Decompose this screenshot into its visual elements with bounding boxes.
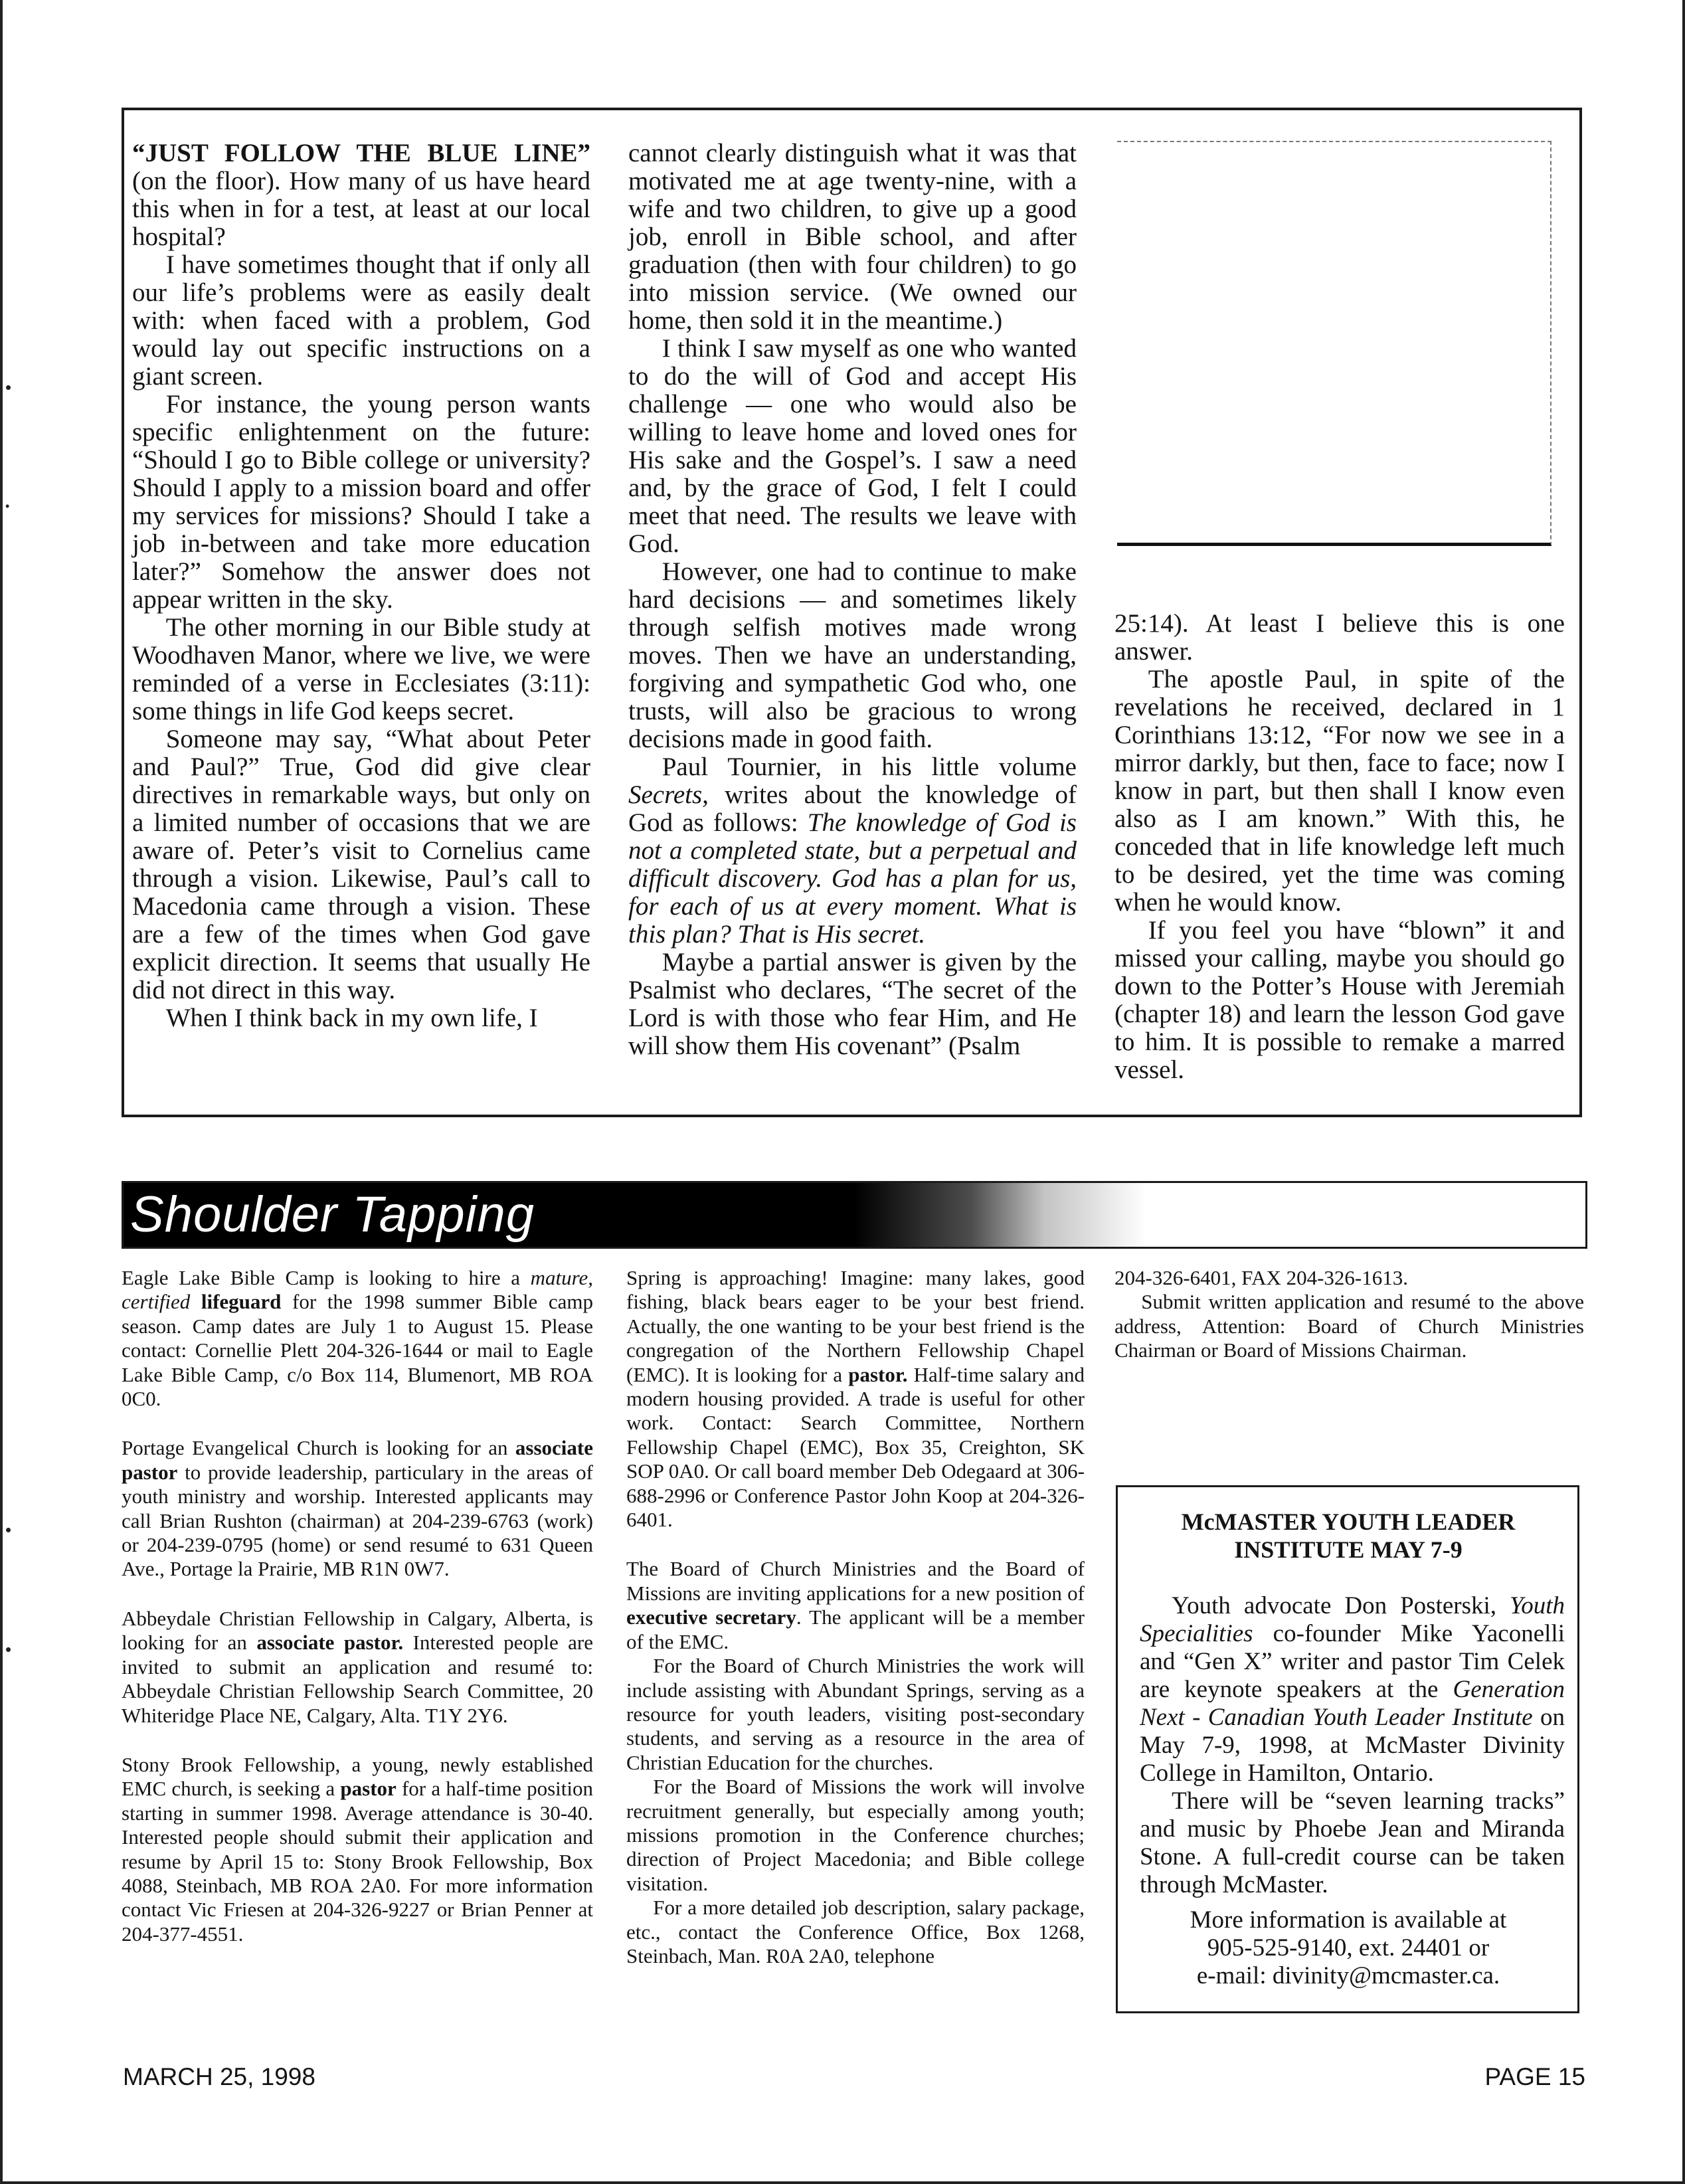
article-paragraph: For instance, the young person wants specific enlightenment on the future: “Should I go to Bible college or university? Should I apply to a mission board and offer my services for missions? Should I take a job in-between and take more education later?” Somehow the answer does not appear written in the sky.: [132, 390, 590, 614]
article-column-3: [1114, 610, 1565, 1084]
scan-edge-left: [0, 0, 3, 2184]
footer-page-number: PAGE 15: [1484, 2063, 1585, 2090]
ad-info-line: More information is available at: [1190, 1906, 1507, 1934]
classifieds-column-3: [1114, 1266, 1584, 1363]
article-paragraph: I think I saw myself as one who wanted to do the will of God and accept His challenge — one who would also be willing to leave home and loved ones for His sake and the Gospel’s. I saw a need and, by the grace of God, I felt I could meet that need. The results we leave with God.: [628, 334, 1077, 558]
article-paragraph: cannot clearly distinguish what it was that motivated me at age twenty-nine, with a wife and two children, to give up a good job, enroll in Bible school, and after graduation (then with four children) to go into mission service. (We owned our home, then sold it in the meantime.): [628, 139, 1077, 335]
article-paragraph: 25:14). At least I believe this is one answer.: [1114, 609, 1565, 666]
ad-phone: 905-525-9140, ext. 24401 or: [1207, 1934, 1490, 1961]
section-title: Shoulder Tapping: [130, 1186, 535, 1243]
tournier-quote: The knowledge of God is not a completed state, but a perpetual and difficult discovery. God has a plan for us, for each of us at every moment. What is this plan? That is His secret.: [628, 808, 1077, 949]
section-banner: [122, 1181, 1587, 1249]
classified-stony-brook: Stony Brook Fellowship, a young, newly established EMC church, is seeking a pastor for a half-time position starting in summer 1998. Average attendance is 30-40. Interested people should submit their application and resume by April 15 to: Stony Brook Fellowship, Box 4088, Steinbach, MB ROA 2A0. For more information contact Vic Friesen at 204-326-9227 or Brian Penner at 204-377-4551.: [122, 1752, 593, 1946]
classifieds-column-2: [626, 1266, 1085, 1968]
punch-mark: •: [5, 500, 10, 513]
punch-mark: •: [5, 1639, 12, 1659]
article-paragraph: When I think back in my own life, I: [165, 1004, 538, 1032]
ad-email: e-mail: divinity@mcmaster.ca.: [1196, 1962, 1500, 1989]
scan-edge-right: [1682, 0, 1685, 2184]
ad-body: [1140, 1592, 1565, 1899]
classified-paragraph: For a more detailed job description, salary package, etc., contact the Conference Office, Box 1268, Steinbach, Man. R0A 2A0, telephone: [626, 1896, 1085, 1967]
article-paragraph: Someone may say, “What about Peter and Paul?” True, God did give clear directives in remarkable ways, but only on a limited number of occasions that we are aware of. Peter’s visit to Cornelius came through a vision. Likewise, Paul’s call to Macedonia came through a vision. These are a few of the times when God gave explicit direction. It seems that usually He did not direct in this way.: [132, 725, 590, 1004]
article-paragraph: If you feel you have “blown” it and missed your calling, maybe you should go down to the Potter’s House with Jeremiah (chapter 18) and learn the lesson God gave to him. It is possible to remake a marred vessel.: [1114, 916, 1565, 1084]
article-paragraph: Maybe a partial answer is given by the Psalmist who declares, “The secret of the Lord is with those who fear Him, and He will show them His covenant” (Psalm: [628, 948, 1077, 1060]
article-paragraph: The apostle Paul, in spite of the revelations he received, declared in 1 Corinthians 13:12, “For now we see in a mirror darkly, but then, face to face; now I know in part, but then shall I know even also as I am known.” With this, he conceded that in life knowledge left much to be desired, yet the time was coming when he would know.: [1114, 665, 1565, 917]
footer-date: MARCH 25, 1998: [123, 2063, 315, 2090]
photo-placeholder: [1117, 141, 1552, 546]
ad-paragraph: Youth advocate Don Posterski, Youth Specialities co-founder Mike Yaconelli and “Gen X” writer and pastor Tim Celek are keynote speakers at the Generation Next - Canadian Youth Leader Institute on May 7-9, 1998, at McMaster Divinity College in Hamilton, Ontario.: [1140, 1592, 1565, 1787]
classified-paragraph: For the Board of Missions the work will involve recruitment generally, but especially among youth; missions promotion in the Conference churches; direction of Project Macedonia; and Bible college visitation.: [626, 1775, 1085, 1895]
classified-paragraph: Submit written application and resumé to the above address, Attention: Board of Church Ministries Chairman or Board of Missions Chairman.: [1114, 1290, 1584, 1362]
article-column-1: [132, 139, 590, 1032]
classified-portage: Portage Evangelical Church is looking for an associate pastor to provide leadership, particulary in the areas of youth ministry and worship. Interested applicants may call Brian Rushton (chairman) at 204-239-6763 (work) or 204-239-0795 (home) or send resumé to 631 Queen Ave., Portage la Prairie, MB R1N 0W7.: [122, 1436, 593, 1581]
article-lead: “JUST FOLLOW THE BLUE LINE”: [132, 139, 590, 167]
article-paragraph: The other morning in our Bible study at Woodhaven Manor, where we live, we were reminded of a verse in Ecclesiates (3:11): some things in life God keeps secret.: [132, 613, 590, 725]
article-paragraph: However, one had to continue to make hard decisions — and sometimes likely through selfish motives made wrong moves. Then we have an understanding, forgiving and sympathetic God who, one trusts, will also be gracious to wrong decisions made in good faith.: [628, 557, 1077, 753]
classifieds-column-1: [122, 1266, 593, 1946]
article-paragraph: “JUST FOLLOW THE BLUE LINE” (on the floor). How many of us have heard this when in for a test, at least at our local hospital?: [132, 139, 590, 251]
punch-mark: •: [5, 377, 12, 397]
punch-mark: •: [5, 1520, 12, 1540]
article-column-2: [628, 139, 1077, 1060]
classified-eagle-lake: Eagle Lake Bible Camp is looking to hire a mature, certified lifeguard for the 1998 summer Bible camp season. Camp dates are July 1 to August 15. Please contact: Cornellie Plett 204-326-1644 or mail to Eagle Lake Bible Camp, c/o Box 114, Blumenort, MB ROA 0C0.: [122, 1266, 594, 1411]
classified-executive-secretary: The Board of Church Ministries and the Board of Missions are inviting applications for a new position of executive secretary. The applicant will be a member of the EMC.: [626, 1557, 1085, 1653]
classified-paragraph: For the Board of Church Ministries the work will include assisting with Abundant Springs, serving as a resource for youth leaders, visiting post-secondary students, and serving as a resource in the area of Christian Education for the churches.: [626, 1654, 1085, 1774]
classified-abbeydale: Abbeydale Christian Fellowship in Calgary, Alberta, is looking for an associate pastor. Interested people are invited to submit an application and resumé to: Abbeydale Christian Fellowship Search Committee, 20 Whiteridge Place NE, Calgary, Alta. T1Y 2Y6.: [122, 1606, 594, 1727]
article-paragraph: I have sometimes thought that if only all our life’s problems were as easily dealt with: when faced with a problem, God would lay out specific instructions on a giant screen.: [132, 250, 590, 391]
article-paragraph: Paul Tournier, in his little volume Secrets, writes about the knowledge of God as follows: The knowledge of God is not a completed state, but a perpetual and difficult discovery. God has a plan for us, for each of us at every moment. What is this plan? That is His secret.: [628, 753, 1077, 949]
classified-northern-fellowship: Spring is approaching! Imagine: many lakes, good fishing, black bears eager to be your best friend. Actually, the one wanting to be your best friend is the congregation of the Northern Fellowship Chapel (EMC). It is looking for a pastor. Half-time salary and modern housing provided. A trade is useful for other work. Contact: Search Committee, Northern Fellowship Chapel (EMC), Box 35, Creighton, SK SOP 0A0. Or call board member Deb Odegaard at 306-688-2996 or Conference Pastor John Koop at 204-326-6401.: [626, 1266, 1085, 1532]
scan-edge-bottom: [0, 2181, 1685, 2184]
ad-paragraph: There will be “seven learning tracks” and music by Phoebe Jean and Miranda Stone. A full-credit course can be taken through McMaster.: [1140, 1787, 1565, 1898]
classified-paragraph: 204-326-6401, FAX 204-326-1613.: [1114, 1266, 1409, 1289]
ad-title: McMASTER YOUTH LEADER INSTITUTE MAY 7-9: [1181, 1508, 1516, 1563]
